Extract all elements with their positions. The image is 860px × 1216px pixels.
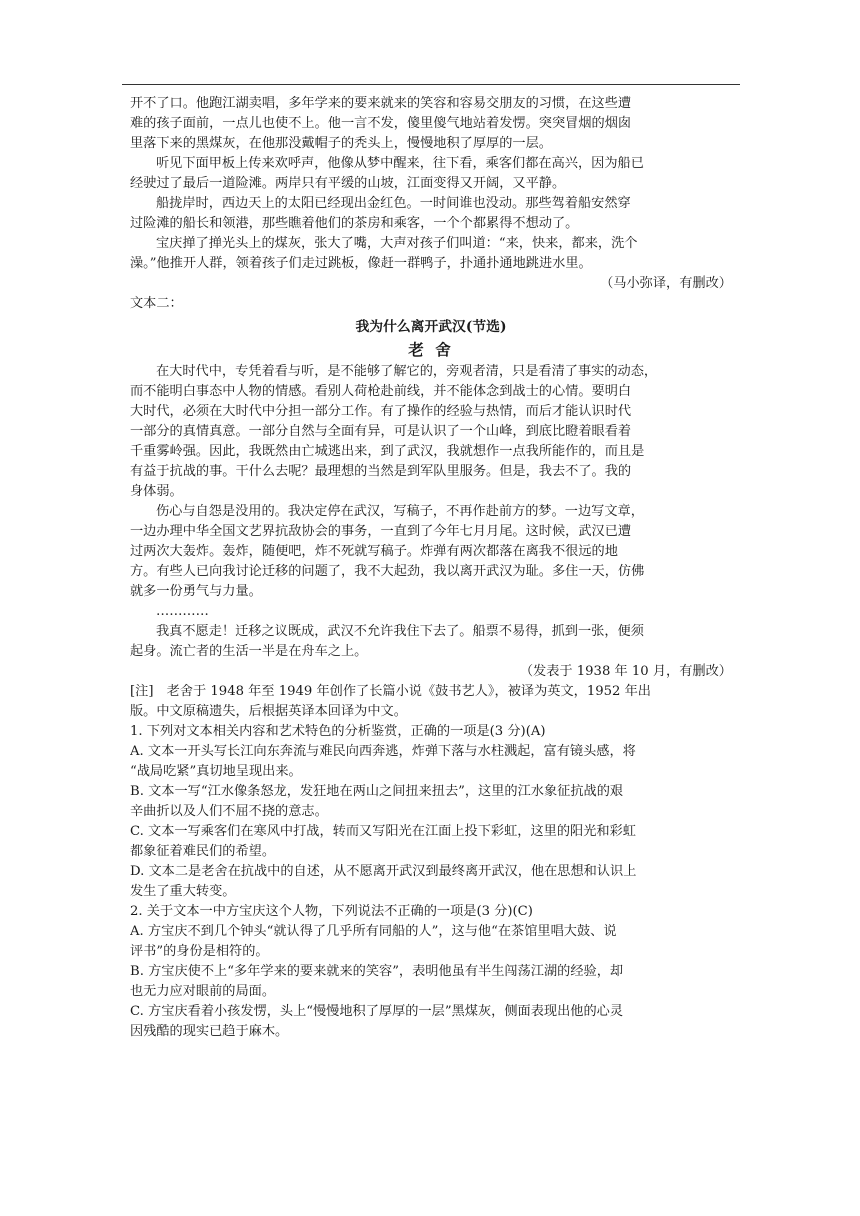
text1-passage — [130, 94, 732, 294]
text2-line: 起身。流亡者的生活一半是在舟车之上。 — [130, 644, 368, 659]
text1-line: 听见下面甲板上传来欢呼声，他像从梦中醒来，往下看，乘客们都在高兴，因为船已 — [156, 156, 644, 171]
question-2-option-a: A. 方宝庆不到几个钟头“就认得了几乎所有同船的人”，这与他“在茶馆里唱大鼓、说 — [130, 924, 617, 939]
question-1-option-d: D. 文本二是老舍在抗战中的自述，从不愿离开武汉到最终离开武汉，他在思想和认识上 — [130, 864, 637, 879]
text2-line: 而不能明白事态中人物的情感。看别人荷枪赴前线，并不能体念到战士的心情。要明白 — [130, 384, 632, 399]
text2-line: 有益于抗战的事。干什么去呢？最理想的当然是到军队里服务。但是，我去不了。我的 — [130, 464, 632, 479]
text2-line: 伤心与自怨是没用的。我决定停在武汉，写稿子，不再作赴前方的梦。一边写文章， — [156, 504, 644, 519]
text2-line: 大时代，必须在大时代中分担一部分工作。有了操作的经验与热情，而后才能认识时代 — [130, 404, 632, 419]
question-1-option-b-cont: 辛曲折以及人们不屈不挠的意志。 — [130, 804, 328, 819]
text2-line: 身体弱。 — [130, 484, 183, 499]
text1-line: 宝庆掸了掸光头上的煤灰，张大了嘴，大声对孩子们叫道：“来，快来，都来，洗个 — [156, 236, 638, 251]
text2-line: 在大时代中，专凭着看与听，是不能够了解它的，旁观者清，只是看清了事实的动态， — [156, 364, 658, 379]
question-1-option-a-cont: “战局吃紧”真切地呈现出来。 — [130, 764, 302, 779]
text2-line: 方。有些人已向我讨论迁移的问题了，我不大起劲，我以离开武汉为耻。多住一天，仿佛 — [130, 564, 645, 579]
text1-line: 过险滩的船长和领港，那些瞧着他们的茶房和乘客，一个个都累得不想动了。 — [130, 216, 579, 231]
question-2-option-c-cont: 因残酷的现实已趋于麻木。 — [130, 1024, 289, 1039]
text2-line: 过两次大轰炸。轰炸，随便吧，炸不死就写稿子。炸弹有两次都落在离我不很远的地 — [130, 544, 618, 559]
text2-credit: （发表于 1938 年 10 月，有删改） — [519, 664, 732, 679]
text1-line: 开不了口。他跑江湖卖唱，多年学来的要来就来的笑容和容易交朋友的习惯，在这些遭 — [130, 96, 632, 111]
text1-line: 难的孩子面前，一点儿也使不上。他一言不发，傻里傻气地站着发愣。突突冒烟的烟囱 — [130, 116, 632, 131]
question-1-option-d-cont: 发生了重大转变。 — [130, 884, 236, 899]
text1-line: 船拢岸时，西边天上的太阳已经现出金红色。一时间谁也没动。那些驾着船安然穿 — [156, 196, 631, 211]
translation-note — [130, 682, 732, 722]
question-2-option-b: B. 方宝庆使不上“多年学来的要来就来的笑容”，表明他虽有半生闯荡江湖的经验，却 — [130, 964, 624, 979]
note-line: 版。中文原稿遗失，后根据英译本回译为中文。 — [130, 704, 407, 719]
text1-line: 澡。”他推开人群，领着孩子们走过跳板，像赶一群鸭子，扑通扑通地跳进水里。 — [130, 256, 592, 271]
question-1-option-a: A. 文本一开头写长江向东奔流与难民向西奔逃，炸弹下落与水柱溅起，富有镜头感，将 — [130, 744, 636, 759]
text2-line: 一边办理中华全国文艺界抗敌协会的事务，一直到了今年七月月尾。这时候，武汉已遭 — [130, 524, 632, 539]
question-1-option-c-cont: 都象征着难民们的希望。 — [130, 844, 276, 859]
question-2-stem: 2. 关于文本一中方宝庆这个人物，下列说法不正确的一项是(3 分)(C) — [130, 904, 533, 919]
text2-passage — [130, 362, 732, 682]
question-2-option-c: C. 方宝庆看着小孩发愣，头上“慢慢地积了厚厚的一层”黑煤灰，侧面表现出他的心灵 — [130, 1004, 624, 1019]
text2-line: 就多一份勇气与力量。 — [130, 584, 262, 599]
question-1-option-c: C. 文本一写乘客们在寒风中打战，转而又写阳光在江面上投下彩虹，这里的阳光和彩虹 — [130, 824, 636, 839]
questions-section — [130, 722, 732, 1042]
text2-title: 我为什么离开武汉(节选) — [355, 319, 507, 335]
note-line: [注] 老舍于 1948 年至 1949 年创作了长篇小说《鼓书艺人》，被译为英文，1952 年出 — [130, 684, 651, 699]
text1-credit: （马小弥译，有删改） — [600, 276, 732, 291]
text2-line: 我真不愿走！迁移之议既成，武汉不允许我住下去了。船票不易得，抓到一张，便须 — [156, 624, 644, 639]
question-2-option-a-cont: 评书”的身份是相符的。 — [130, 944, 269, 959]
text2-line: 一部分的真情真意。一部分自然与全面有异，可是认识了一个山峰，到底比瞪着眼看着 — [130, 424, 632, 439]
document-page — [130, 94, 732, 1042]
text1-line: 里落下来的黑煤灰，在他那没戴帽子的秃头上，慢慢地积了厚厚的一层。 — [130, 136, 552, 151]
text2-ellipsis: ………… — [156, 604, 209, 619]
question-1-option-b: B. 文本一写“江水像条怒龙，发狂地在两山之间扭来扭去”，这里的江水象征抗战的艰 — [130, 784, 624, 799]
question-1-stem: 1. 下列对文本相关内容和艺术特色的分析鉴赏，正确的一项是(3 分)(A) — [130, 724, 546, 739]
text2-line: 千重雾岭强。因此，我既然由亡城逃出来，到了武汉，我就想作一点我所能作的，而且是 — [130, 444, 645, 459]
text1-line: 经驶过了最后一道险滩。两岸只有平缓的山坡，江面变得又开阔，又平静。 — [130, 176, 566, 191]
text2-label: 文本二： — [130, 296, 183, 311]
text2-author: 老 舍 — [408, 340, 454, 359]
question-2-option-b-cont: 也无力应对眼前的局面。 — [130, 984, 276, 999]
header-rule — [122, 84, 740, 85]
